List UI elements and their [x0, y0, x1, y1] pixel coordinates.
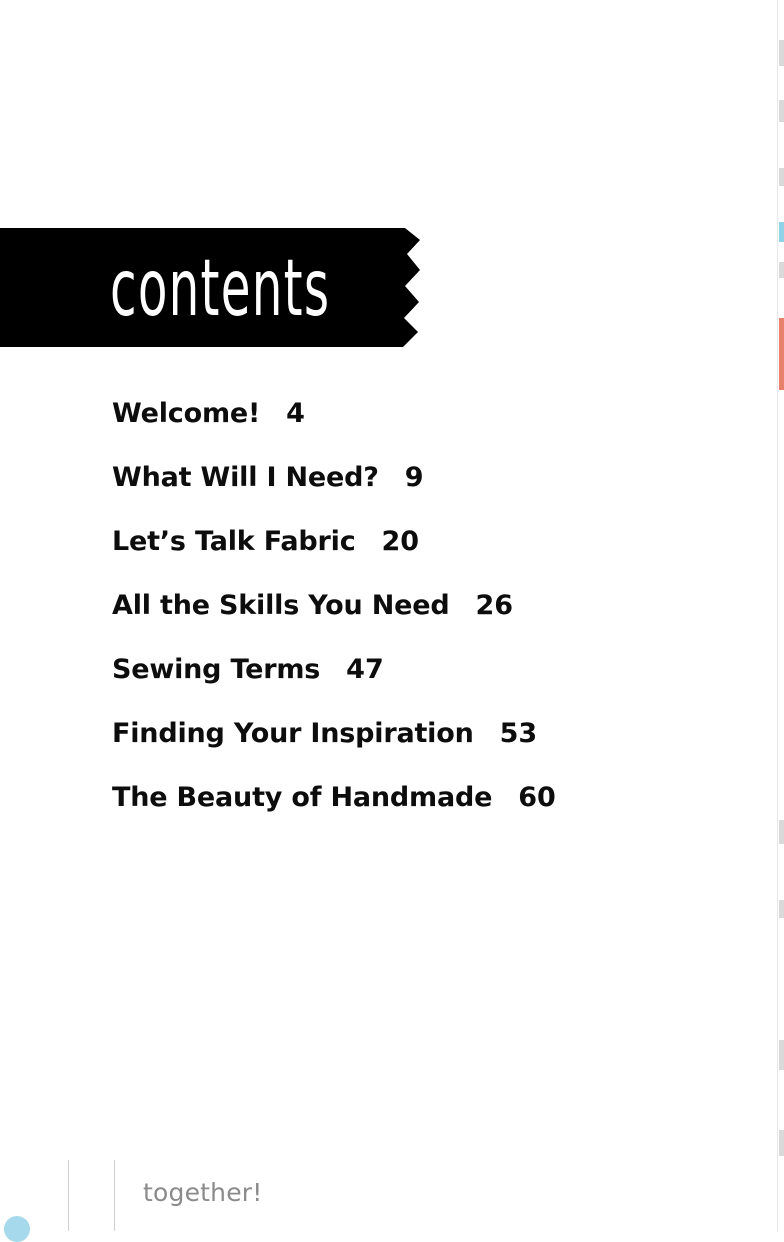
page-edge-mark: [779, 318, 784, 390]
list-item[interactable]: [112, 526, 712, 590]
toc-entry-title: The Beauty of Handmade: [112, 782, 493, 813]
page-edge-mark: [779, 900, 784, 918]
page-edge-mark: [779, 40, 784, 66]
page-edge-mark: [779, 168, 784, 186]
toc-entry-page: 20: [381, 526, 420, 557]
table-of-contents: [112, 398, 712, 846]
list-item[interactable]: [112, 718, 712, 782]
page-edge-mark: [779, 1040, 784, 1070]
list-item[interactable]: [112, 398, 712, 462]
page-edge-mark: [779, 100, 784, 122]
facing-page-fragment: [0, 1160, 784, 1231]
toc-entry-page: 9: [404, 462, 424, 493]
toc-entry-title: Let’s Talk Fabric: [112, 526, 356, 557]
list-item[interactable]: [112, 462, 712, 526]
page-edge-mark: [779, 222, 784, 242]
toc-entry-page: 47: [346, 654, 384, 685]
contents-banner: [0, 228, 420, 347]
list-item[interactable]: [112, 654, 712, 718]
toc-entry-title: Sewing Terms: [112, 654, 321, 685]
decorative-dot: [4, 1216, 30, 1242]
divider: [68, 1160, 69, 1231]
toc-entry-title: Finding Your Inspiration: [112, 718, 474, 749]
toc-entry-page: 60: [518, 782, 556, 813]
list-item[interactable]: [112, 782, 712, 846]
divider: [114, 1160, 115, 1231]
toc-entry-title: What Will I Need?: [112, 462, 379, 493]
page-title: contents: [110, 244, 331, 334]
toc-entry-page: 53: [499, 718, 538, 749]
toc-entry-title: All the Skills You Need: [112, 590, 450, 621]
list-item[interactable]: [112, 590, 712, 654]
page-edge-mark: [779, 262, 784, 278]
page-edge-strip: [777, 0, 784, 1231]
page-edge-mark: [779, 820, 784, 844]
toc-entry-title: Welcome!: [112, 398, 261, 429]
toc-entry-page: 26: [475, 590, 514, 621]
footer-text: together!: [143, 1178, 263, 1207]
page-edge-mark: [779, 1130, 784, 1156]
toc-entry-page: 4: [286, 398, 305, 429]
